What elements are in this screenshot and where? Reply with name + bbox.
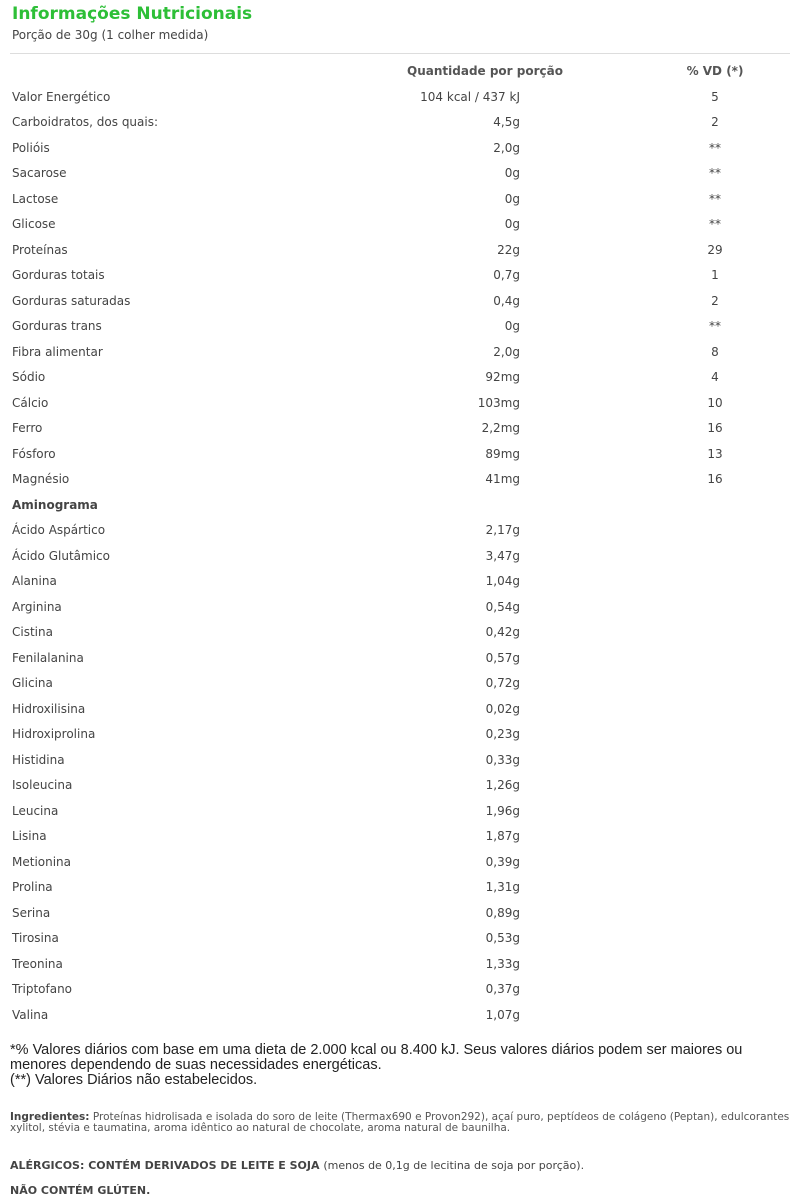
nutrient-quantity: 103mg xyxy=(477,395,520,410)
table-row xyxy=(0,698,800,724)
nutrient-name: Polióis xyxy=(12,140,50,155)
nutrient-quantity: 0g xyxy=(504,166,520,180)
nutrient-quantity: 2,17g xyxy=(485,523,520,537)
nutrient-quantity: 0g xyxy=(504,217,520,231)
table-row xyxy=(0,774,800,800)
ingredients-text: Proteínas hidrolisada e isolada do soro de leite (Thermax690 e Provon292), açaí puro, peptídeos de colágeno (Peptan), edulcorantes xylitol, stévia e taumatina, aroma idêntico ao natural de chocolate, aroma natural de baunilha. xyxy=(10,1111,790,1134)
table-row xyxy=(0,927,800,953)
nutrient-vd: 10 xyxy=(707,395,723,410)
nutrient-vd: 13 xyxy=(707,446,723,461)
table-row xyxy=(0,596,800,622)
allergens-label: ALÉRGICOS: CONTÉM DERIVADOS DE LEITE E SOJA xyxy=(10,1159,320,1172)
table-row xyxy=(0,443,800,469)
nutrient-name: Leucina xyxy=(12,803,59,818)
nutrient-name: Ácido Glutâmico xyxy=(12,548,110,563)
nutrient-quantity: 104 kcal / 437 kJ xyxy=(420,89,520,104)
nutrient-name: Gorduras totais xyxy=(12,268,105,282)
nutrient-quantity: 0,33g xyxy=(485,752,520,767)
nutrient-name: Sacarose xyxy=(12,166,67,180)
table-row xyxy=(0,902,800,928)
nutrient-vd: 16 xyxy=(707,472,723,486)
allergens-detail: (menos de 0,1g de lecitina de soja por porção). xyxy=(323,1159,585,1172)
nutrient-quantity: 1,26g xyxy=(485,778,520,792)
table-row xyxy=(0,800,800,826)
aminogram-section-title xyxy=(0,494,800,520)
nutrient-name: Ácido Aspártico xyxy=(12,523,106,537)
nutrient-quantity: 0,53g xyxy=(485,931,520,945)
divider xyxy=(10,53,790,54)
nutrient-vd: 4 xyxy=(711,370,719,384)
table-row xyxy=(0,137,800,163)
nutrient-name: Glicina xyxy=(12,676,53,690)
nutrient-vd: 16 xyxy=(707,421,723,435)
table-row xyxy=(0,111,800,137)
nutrient-quantity: 0,37g xyxy=(485,982,520,996)
nutrient-name: Sódio xyxy=(12,370,46,384)
page-title: Informações Nutricionais xyxy=(12,4,253,24)
column-header-vd: % VD (*) xyxy=(686,64,744,78)
table-row xyxy=(0,749,800,775)
nutrient-name: Isoleucina xyxy=(12,778,73,792)
nutrient-quantity: 1,07g xyxy=(485,1007,520,1022)
nutrient-vd: 2 xyxy=(711,293,719,308)
table-row xyxy=(0,213,800,239)
table-header-row xyxy=(0,60,800,86)
allergens-notice xyxy=(10,1159,790,1172)
table-row xyxy=(0,723,800,749)
table-row xyxy=(0,239,800,265)
nutrient-name: Treonina xyxy=(12,956,63,971)
table-row xyxy=(0,468,800,494)
gluten-notice: NÃO CONTÉM GLÚTEN. xyxy=(10,1184,151,1197)
nutrient-quantity: 3,47g xyxy=(485,548,520,563)
table-row xyxy=(0,519,800,545)
nutrient-quantity: 0,54g xyxy=(485,599,520,614)
nutrient-quantity: 22g xyxy=(497,242,520,257)
table-row xyxy=(0,290,800,316)
nutrient-vd: ** xyxy=(709,191,721,206)
table-row xyxy=(0,953,800,979)
nutrient-quantity: 0,4g xyxy=(493,293,520,308)
nutrient-name: Carboidratos, dos quais: xyxy=(12,115,159,129)
nutrient-name: Gorduras trans xyxy=(12,319,102,333)
nutrient-quantity: 0g xyxy=(504,191,520,206)
nutrient-vd: ** xyxy=(709,319,721,333)
aminogram-rows xyxy=(0,519,800,1029)
nutrient-quantity: 92mg xyxy=(485,370,520,384)
nutrient-quantity: 1,96g xyxy=(485,803,520,818)
nutrient-name: Ferro xyxy=(12,421,43,435)
vd-footnote: *% Valores diários com base em uma dieta de 2.000 kcal ou 8.400 kJ. Seus valores diários podem ser maiores ou menores dependendo de suas necessidades energéticas. xyxy=(10,1042,743,1073)
nutrient-vd: ** xyxy=(709,217,721,231)
nutrient-quantity: 0,23g xyxy=(485,727,520,741)
nutrient-name: Alanina xyxy=(12,574,57,588)
table-row xyxy=(0,825,800,851)
table-row xyxy=(0,1004,800,1030)
nutrient-quantity: 0,42g xyxy=(485,625,520,639)
nutrient-quantity: 0,57g xyxy=(485,650,520,665)
daily-values-notes xyxy=(10,1043,790,1088)
nutrient-quantity: 0,7g xyxy=(493,268,520,282)
nutrient-vd: 1 xyxy=(711,268,719,282)
nutrient-quantity: 0,39g xyxy=(485,854,520,869)
nutrient-quantity: 2,2mg xyxy=(481,421,520,435)
nutrient-name: Fenilalanina xyxy=(12,650,84,665)
nutrient-name: Glicose xyxy=(12,217,56,231)
nutrient-name: Hidroxiprolina xyxy=(12,727,96,741)
table-row xyxy=(0,86,800,112)
nutrient-name: Cistina xyxy=(12,625,53,639)
table-row xyxy=(0,876,800,902)
nutrient-vd: ** xyxy=(709,140,721,155)
nutrient-quantity: 2,0g xyxy=(493,140,520,155)
nutrient-name: Histidina xyxy=(12,752,65,767)
nutrient-rows xyxy=(0,86,800,494)
table-row xyxy=(0,621,800,647)
nutrient-name: Fibra alimentar xyxy=(12,344,103,359)
table-row xyxy=(0,570,800,596)
table-row xyxy=(0,366,800,392)
ingredients-label: Ingredientes: xyxy=(10,1111,90,1123)
nutrient-quantity: 0g xyxy=(504,319,520,333)
nutrient-quantity: 0,89g xyxy=(485,905,520,920)
table-row xyxy=(0,264,800,290)
nutrient-name: Hidroxilisina xyxy=(12,701,86,716)
table-row xyxy=(0,162,800,188)
nutrient-quantity: 1,31g xyxy=(485,880,520,894)
table-row xyxy=(0,647,800,673)
nutrient-vd: 8 xyxy=(711,344,719,359)
nutrient-name: Valor Energético xyxy=(12,89,111,104)
not-established-footnote: (**) Valores Diários não estabelecidos. xyxy=(10,1072,258,1088)
nutrient-name: Fósforo xyxy=(12,446,56,461)
nutrient-quantity: 0,02g xyxy=(485,701,520,716)
nutrient-name: Lisina xyxy=(12,829,47,843)
table-row xyxy=(0,978,800,1004)
nutrient-quantity: 1,04g xyxy=(485,574,520,588)
nutrient-name: Valina xyxy=(12,1007,49,1022)
nutrient-name: Prolina xyxy=(12,880,53,894)
nutrient-quantity: 4,5g xyxy=(493,115,520,129)
table-row xyxy=(0,417,800,443)
nutrient-name: Metionina xyxy=(12,854,72,869)
nutrient-name: Lactose xyxy=(12,191,59,206)
table-row xyxy=(0,545,800,571)
table-row xyxy=(0,341,800,367)
nutrient-vd: 5 xyxy=(711,89,719,104)
table-row xyxy=(0,315,800,341)
nutrient-name: Serina xyxy=(12,905,51,920)
nutrient-vd: 29 xyxy=(707,242,723,257)
nutrient-vd: ** xyxy=(709,166,721,180)
nutrient-quantity: 1,33g xyxy=(485,956,520,971)
nutrient-name: Magnésio xyxy=(12,472,70,486)
nutrient-name: Proteínas xyxy=(12,242,68,257)
nutrient-name: Cálcio xyxy=(12,395,49,410)
portion-size: Porção de 30g (1 colher medida) xyxy=(12,28,209,42)
table-row xyxy=(0,188,800,214)
nutrient-quantity: 89mg xyxy=(485,446,520,461)
nutrient-quantity: 0,72g xyxy=(485,676,520,690)
nutrition-table xyxy=(0,60,800,1029)
table-row xyxy=(0,851,800,877)
nutrient-vd: 2 xyxy=(711,115,719,129)
nutrient-name: Triptofano xyxy=(12,982,73,996)
table-row xyxy=(0,672,800,698)
nutrient-name: Tirosina xyxy=(12,931,59,945)
section-title: Aminograma xyxy=(12,497,98,512)
nutrient-name: Arginina xyxy=(12,599,62,614)
ingredients-block xyxy=(10,1112,790,1134)
nutrient-quantity: 41mg xyxy=(485,472,520,486)
nutrient-quantity: 2,0g xyxy=(493,344,520,359)
nutrient-quantity: 1,87g xyxy=(485,829,520,843)
table-row xyxy=(0,392,800,418)
column-header-quantity: Quantidade por porção xyxy=(407,64,563,78)
nutrient-name: Gorduras saturadas xyxy=(12,293,131,308)
